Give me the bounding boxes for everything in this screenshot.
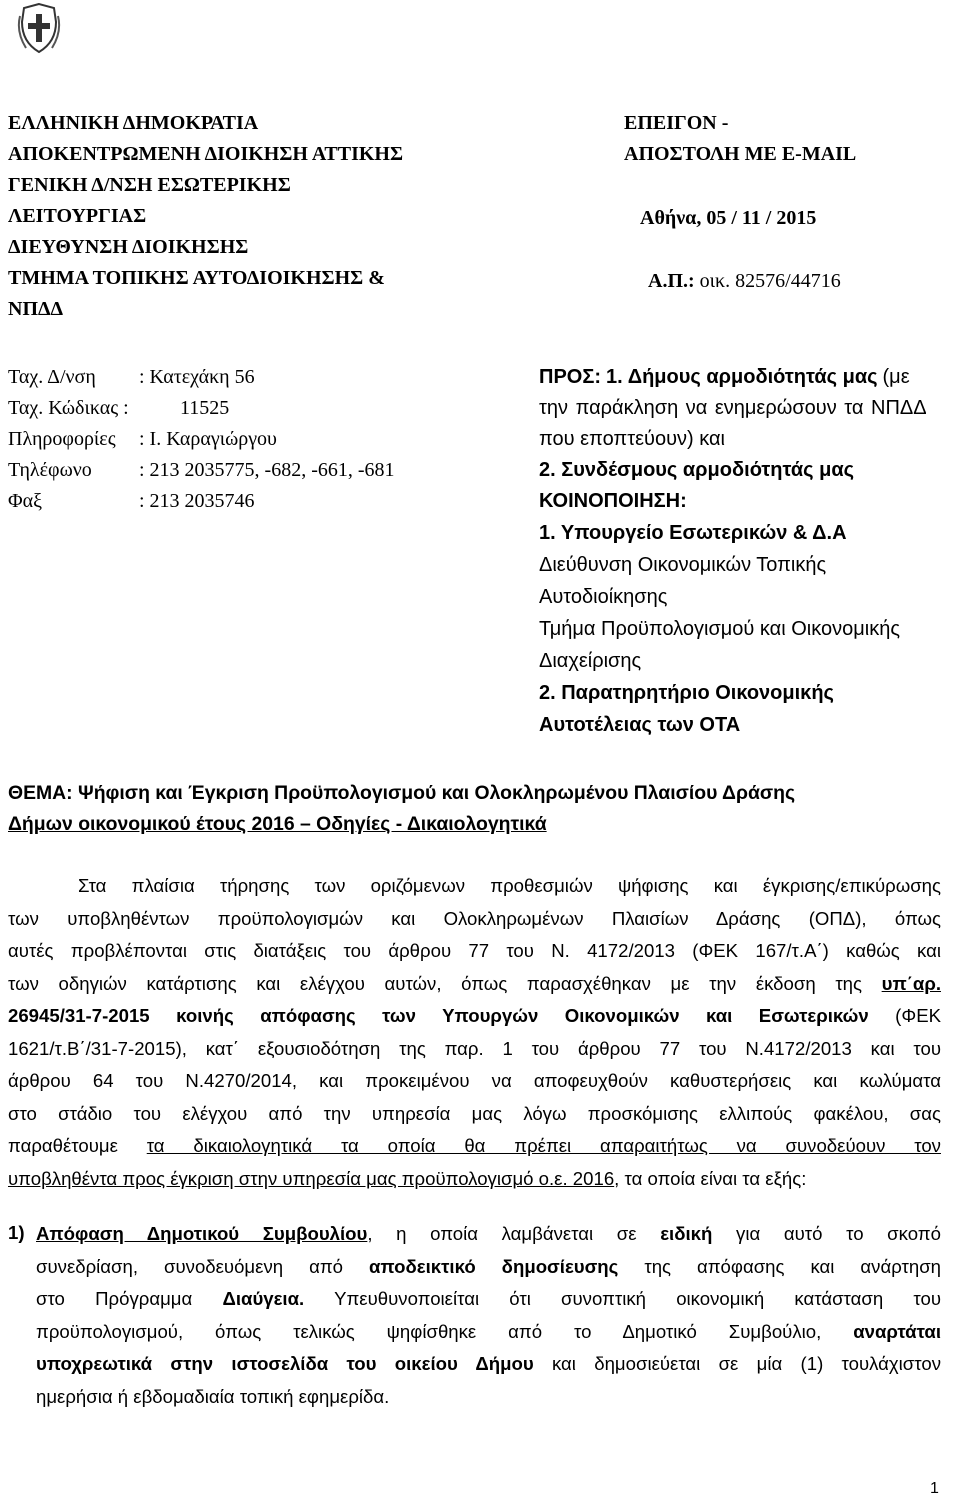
issuer-line: ΓΕΝΙΚΗ Δ/ΝΣΗ ΕΣΩΤΕΡΙΚΗΣ bbox=[8, 174, 291, 196]
issuer-line: ΕΛΛΗΝΙΚΗ ΔΗΜΟΚΡΑΤΙΑ bbox=[8, 112, 259, 134]
contact-row: Ταχ. Κώδικας : bbox=[8, 397, 129, 419]
issuer-line: ΔΙΕΥΘΥΝΣΗ ΔΙΟΙΚΗΣΗΣ bbox=[8, 236, 249, 258]
list-line: υποχρεωτικά στην ιστοσελίδα του οικείου Δήμου και δημοσιεύεται σε μία (1) τουλάχιστον bbox=[36, 1353, 941, 1374]
list-line: συνεδρίαση, συνοδευόμενη από αποδεικτικό δημοσίευσης της απόφασης και ανάρτηση bbox=[36, 1255, 942, 1277]
body-line: άρθρου 64 του Ν.4270/2014, και προκειμένου να αποφευχθούν καθυστερήσεις και κωλύματα bbox=[8, 1070, 941, 1091]
contact-row: Τηλέφωνο bbox=[8, 459, 92, 481]
cc-item-1-line: Τμήμα Προϋπολογισμού και Οικονομικής bbox=[539, 618, 900, 640]
issuer-line: ΑΠΟΚΕΝΤΡΩΜΕΝΗ ΔΙΟΙΚΗΣΗ ΑΤΤΙΚΗΣ bbox=[8, 143, 404, 165]
body-line: των οδηγιών κατάρτισης και ελέγχου αυτών, όπως παρασχέθηκαν με την έκδοση της υπ΄αρ. bbox=[8, 972, 941, 994]
subject-line: ΘΕΜΑ: Ψήφιση και Έγκριση Προϋπολογισμού και Ολοκληρωμένου Πλαισίου Δράσης bbox=[8, 782, 796, 804]
contact-value: : Ι. Καραγιώργου bbox=[139, 428, 277, 450]
body-line: στο στάδιο του ελέγχου από την υπηρεσία μας λόγω προσκόμισης ελλιπούς φακέλου, σας bbox=[8, 1102, 941, 1124]
page-number: 1 bbox=[930, 1480, 939, 1497]
cc-item-1-line: Διεύθυνση Οικονομικών Τοπικής bbox=[539, 554, 827, 576]
contact-row: Φαξ bbox=[8, 490, 43, 512]
to-item-2: 2. Συνδέσμους αρμοδιότητάς μας bbox=[539, 459, 855, 481]
contact-value: : Κατεχάκη 56 bbox=[139, 366, 255, 388]
issuer-line: ΤΜΗΜΑ ΤΟΠΙΚΗΣ ΑΥΤΟΔΙΟΙΚΗΣΗΣ & bbox=[8, 267, 385, 289]
list-number: 1) bbox=[8, 1222, 25, 1243]
to-line-2: την παράκληση να ενημερώσουν τα ΝΠΔΔ bbox=[539, 397, 927, 419]
body-line: αυτές προβλέπονται στις διατάξεις του άρθρου 77 του Ν. 4172/2013 (ΦΕΚ 167/τ.Α΄) καθώς και bbox=[8, 940, 941, 961]
contact-row: Πληροφορίες bbox=[8, 428, 116, 450]
to-line-1: ΠΡΟΣ: 1. Δήμους αρμοδιότητάς μας (με bbox=[539, 366, 910, 388]
list-line: ημερήσια ή εβδομαδιαία τοπική εφημερίδα. bbox=[36, 1385, 390, 1407]
list-line: προϋπολογισμού, όπως τελικώς ψηφίσθηκε από το Δημοτικό Συμβούλιο, αναρτάται bbox=[36, 1320, 941, 1342]
body-line: 1621/τ.Β΄/31-7-2015), κατ΄ εξουσιοδότηση της παρ. 1 του άρθρου 77 του Ν.4172/2013 και του bbox=[8, 1037, 941, 1059]
body-line: των υποβληθέντων προϋπολογισμών και Ολοκληρωμένων Πλαισίων Δράσης (ΟΠΔ), όπως bbox=[8, 907, 941, 929]
issuer-line: ΝΠΔΔ bbox=[8, 298, 64, 320]
contact-row: Ταχ. Δ/νση bbox=[8, 366, 96, 388]
cc-label: ΚΟΙΝΟΠΟΙΗΣΗ: bbox=[539, 490, 687, 512]
subject-line: Δήμων οικονομικού έτους 2016 – Οδηγίες - Δικαιολογητικά bbox=[8, 813, 547, 835]
greek-emblem-icon bbox=[16, 2, 62, 56]
contact-value: : 213 2035775, -682, -661, -681 bbox=[139, 459, 395, 481]
list-item bbox=[36, 1218, 941, 1413]
contact-value: 11525 bbox=[180, 397, 230, 419]
body-line: Στα πλαίσια τήρησης των οριζόμενων προθεσμιών ψήφισης και έγκρισης/επικύρωσης bbox=[78, 875, 941, 896]
contact-value: : 213 2035746 bbox=[139, 490, 255, 512]
list-line: Απόφαση Δημοτικού Συμβουλίου, η οποία λαμβάνεται σε ειδική για αυτό το σκοπό bbox=[36, 1223, 941, 1244]
issuer-line: ΛΕΙΤΟΥΡΓΙΑΣ bbox=[8, 205, 147, 227]
protocol-number: Α.Π.: οικ. 82576/44716 bbox=[648, 270, 841, 292]
body-paragraph bbox=[8, 870, 941, 1195]
to-line-3: που εποπτεύουν) και bbox=[539, 428, 725, 450]
email-label: ΑΠΟΣΤΟΛΗ ΜΕ E-MAIL bbox=[624, 143, 857, 165]
cc-item-1-line: Διαχείρισης bbox=[539, 650, 642, 672]
cc-item-1-line: Αυτοδιοίκησης bbox=[539, 586, 668, 608]
document-date: Αθήνα, 05 / 11 / 2015 bbox=[640, 207, 817, 229]
cc-item-2: 2. Παρατηρητήριο Οικονομικής bbox=[539, 682, 834, 704]
cc-item-1: 1. Υπουργείο Εσωτερικών & Δ.Α bbox=[539, 522, 847, 544]
body-line: παραθέτουμε τα δικαιολογητικά τα οποία θα πρέπει απαραιτήτως να συνοδεύουν τον bbox=[8, 1135, 941, 1156]
body-line: υποβληθέντα προς έγκριση στην υπηρεσία μας προϋπολογισμό ο.ε. 2016, τα οποία είναι τα εξής: bbox=[8, 1167, 807, 1189]
list-line: στο Πρόγραμμα Διαύγεια. Υπευθυνοποιείται ότι συνοπτική οικονομική κατάσταση του bbox=[36, 1288, 941, 1309]
body-line: 26945/31-7-2015 κοινής απόφασης των Υπουργών Οικονομικών και Εσωτερικών (ΦΕΚ bbox=[8, 1005, 942, 1026]
cc-item-2-line: Αυτοτέλειας των ΟΤΑ bbox=[539, 714, 741, 736]
urgent-label: ΕΠΕΙΓΟΝ - bbox=[624, 112, 729, 134]
